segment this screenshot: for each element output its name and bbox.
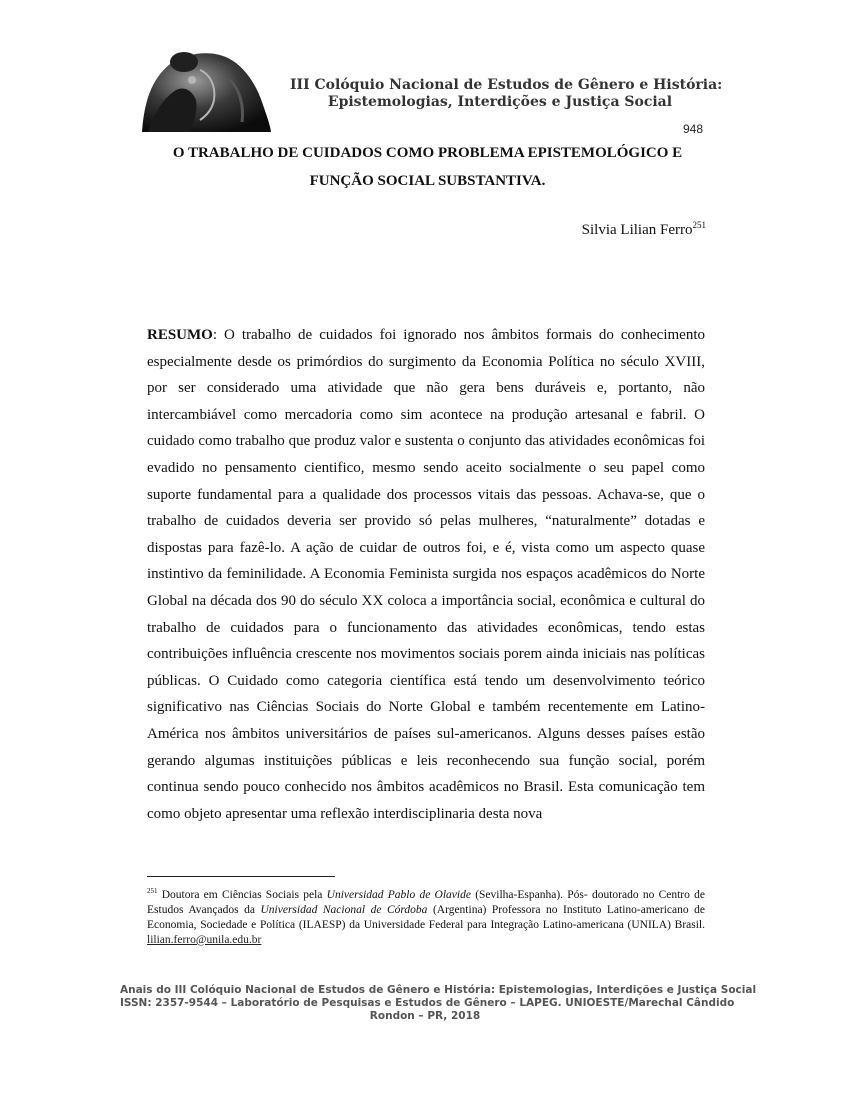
paper-title-line2: FUNÇÃO SOCIAL SUBSTANTIVA. (309, 173, 546, 189)
footnote-university-2: Universidad Nacional de Córdoba (260, 903, 428, 916)
footer-line3: Rondon – PR, 2018 (369, 1010, 481, 1022)
author-email-link[interactable]: lilian.ferro@unila.edu.br (147, 933, 262, 946)
footer-line1: Anais do III Colóquio Nacional de Estudos de Gênero e História: Epistemologias, Interdições e Justiça Social (120, 984, 757, 996)
author-name-text: Silvia Lilian Ferro (581, 222, 693, 238)
footer-line2: ISSN: 2357-9544 – Laboratório de Pesquisas e Estudos de Gênero – LAPEG. UNIOESTE/Marechal Cândido (120, 997, 735, 1009)
abstract-label: RESUMO (147, 327, 213, 343)
conference-logo (140, 50, 273, 132)
footnote-divider (147, 876, 335, 877)
abstract-text: : O trabalho de cuidados foi ignorado nos âmbitos formais do conhecimento especialmente desde os primórdios do surgimento da Economia Política no século XVIII, por ser considerado uma atividade que não gera bens duráveis e, portanto, não intercambiável como mercadoria como sim acontece na produção artesanal e fabril. O cuidado como trabalho que produz valor e sustenta o conjunto das atividades econômicas foi evadido no pensamento cientifico, mesmo sendo aceito socialmente o seu papel como suporte fundamental para a qualidade dos processos vitais das pessoas. Achava-se, que o trabalho de cuidados deveria ser provido só pelas mulheres, “naturalmente” dotadas e dispostas para fazê-lo. A ação de cuidar de outros foi, e é, vista como um aspecto quase instintivo da feminilidade. A Economia Feminista surgida nos espaços acadêmicos do Norte Global na década dos 90 do século XX coloca a importância social, econômica e cultural do trabalho de cuidados para o funcionamento das atividades econômicas, tendo estas contribuições influência crescente nos movimentos sociais porem ainda iniciais nas políticas públicas. O Cuidado como categoria científica está tendo um desenvolvimento teórico significativo nas Ciências Sociais do Norte Global e também recentemente em Latino-América nos âmbitos universitários de países sul-americanos. Alguns desses países estão gerando algumas instituições públicas e leis reconhecendo sua função social, porém continua sendo pouco conhecido nos âmbitos acadêmicos no Brasil. Esta comunicação tem como objeto apresentar uma reflexão interdisciplinaria desta nova (147, 327, 705, 822)
conference-title-line2: Epistemologias, Interdições e Justiça Social (327, 94, 673, 110)
paper-title (140, 139, 715, 195)
footnote-text-1: Doutora em Ciências Sociais pela (157, 888, 327, 901)
abstract (147, 322, 705, 827)
conference-title (290, 77, 723, 111)
footnote-text-3: (Argentina) Professora no Instituto Latino-americano de Economia, Sociedade e Política (ILAESP) da Universidade Federal para Integração Latino-americana (UNILA) Brasil. (147, 903, 706, 931)
woman-back-photo-icon (140, 50, 273, 132)
page-number: 948 (682, 122, 703, 136)
paper-title-line1: O TRABALHO DE CUIDADOS COMO PROBLEMA EPISTEMOLÓGICO E (172, 145, 683, 161)
page-footer (120, 984, 757, 1023)
footnote (147, 884, 705, 948)
author-name (582, 220, 706, 239)
footnote-text-2: (Sevilha-Espanha). Pós- doutorado no Centro de Estudos Avançados da (147, 888, 705, 916)
footnote-university-1: Universidad Pablo de Olavide (326, 888, 471, 901)
conference-title-line1: III Colóquio Nacional de Estudos de Gênero e História: (290, 77, 723, 93)
footnote-number: 251 (147, 887, 158, 895)
footnote-reference[interactable]: 251 (692, 220, 706, 230)
